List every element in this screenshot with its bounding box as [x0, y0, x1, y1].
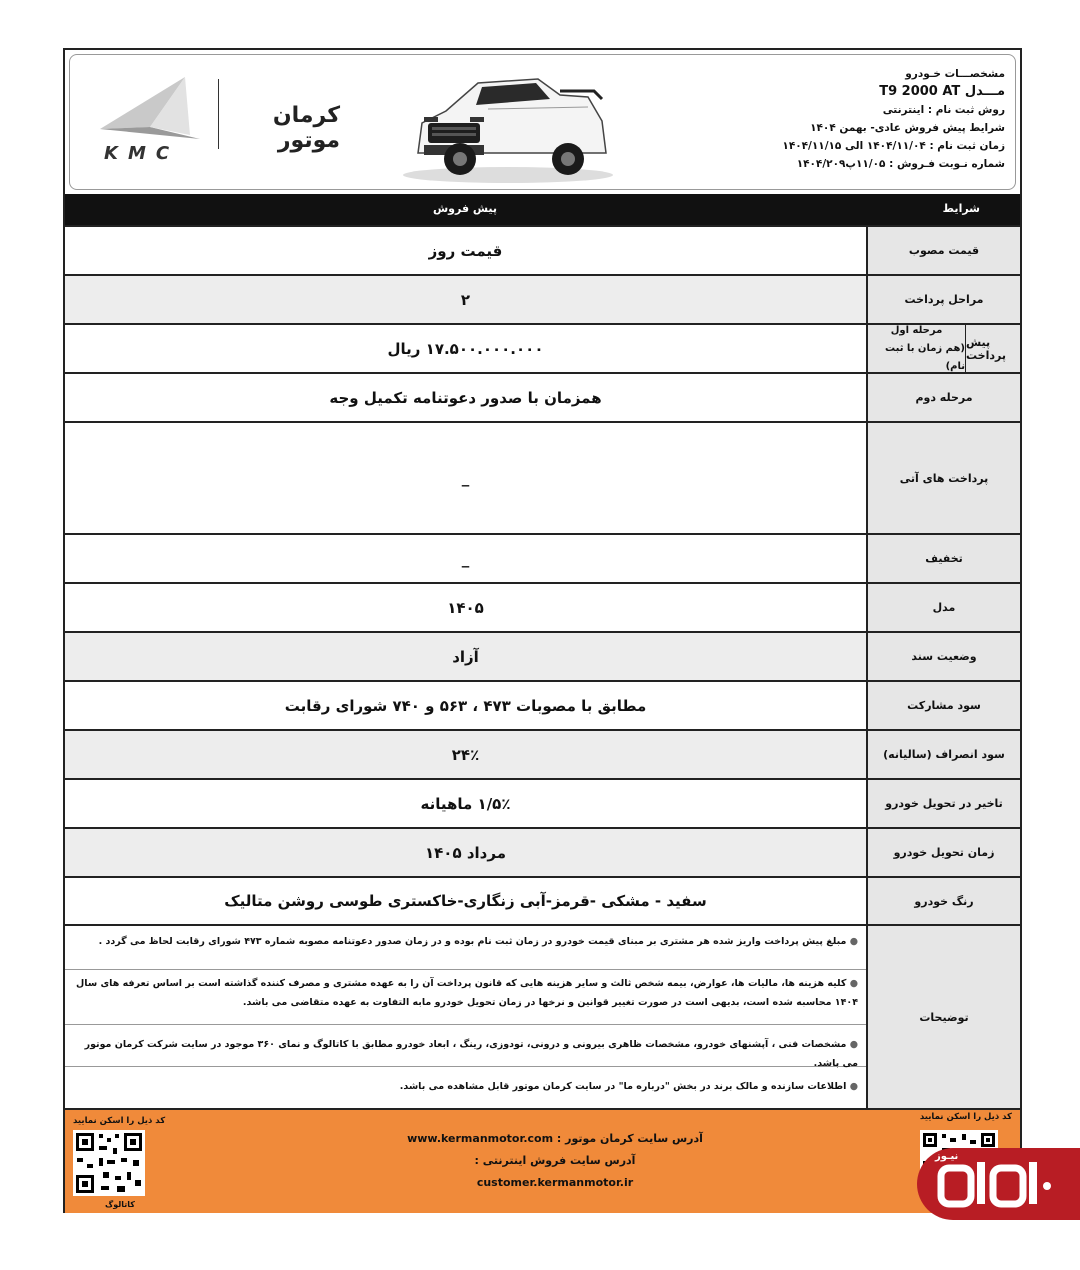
row-delivery	[65, 827, 1020, 876]
color-value: سفید - مشکی -قرمز-آبی زنگاری-خاکستری طوسی روشن متالیک	[224, 892, 707, 910]
row-model-year	[65, 582, 1020, 631]
doc-status-value: آزاد	[65, 633, 866, 680]
model-value: T9 2000 AT	[879, 84, 961, 99]
prepay-value: ۱۷.۵۰۰.۰۰۰.۰۰۰ ریال	[387, 339, 544, 358]
row-future	[65, 421, 1020, 533]
discount-value: _	[461, 549, 470, 568]
logo-divider	[218, 79, 219, 149]
reg-time: زمان ثبت نام : ۱۴۰۴/۱۱/۰۴ الی ۱۴۰۴/۱۱/۱۵	[782, 140, 1005, 152]
stages-value: ۲	[65, 276, 866, 323]
note-item: ● مشخصات فنی ، آپشنهای خودرو، مشخصات ظاهری بیرونی و درونی، تودوزی، رینگ ، ابعاد خودرو مطابق با کاتالوگ و نمای ۳۶۰ موجود در سایت شرکت کرمان موتور می باشد.	[65, 1025, 866, 1067]
conditions-value: پیش فروش	[432, 202, 498, 215]
prepay-sub-label: مرحله اول	[890, 324, 943, 336]
price-value: قیمت روز	[428, 241, 503, 260]
cancel-value: ۲۴٪	[65, 731, 866, 778]
footer-bar	[65, 1108, 1020, 1213]
shop-url-link[interactable]: customer.kermanmotor.ir	[476, 1176, 634, 1189]
shop-label: آدرس سایت فروش اینترنتی :	[474, 1154, 636, 1167]
site-url-link[interactable]: www.kermanmotor.com	[407, 1132, 554, 1145]
model-label: مـــدل	[964, 84, 1005, 99]
price-label: قیمت مصوب	[866, 227, 1020, 274]
cancel-label: سود انصراف (سالیانه)	[866, 731, 1020, 778]
row-delay	[65, 778, 1020, 827]
watermark-text: نیـوز	[935, 1151, 959, 1162]
note-text-2: کلیه هزینه ها، مالیات ها، عوارض، بیمه شخص ثالث و سایر هزینه هایی که قانون پرداخت آن را به عهده مشتری و مصرف کننده گذاشته است بر اساس تعرفه های سال ۱۴۰۴ محاسبه شده است، بدیهی است در صورت تغییر قوانین و نرخها در زمان تحویل خودرو مابه التفاوت به عهده متقاضی می باشد.	[76, 978, 858, 1008]
reg-method: روش ثبت نام : اینترنتی	[882, 104, 1005, 116]
model-year-label: مدل	[866, 584, 1020, 631]
catalog-label: کاتالوگ	[105, 1200, 135, 1209]
delivery-value: مرداد ۱۴۰۵	[65, 829, 866, 876]
note-item: ● مبلغ پیش پرداخت واریز شده هر مشتری بر مبنای قیمت خودرو در زمان ثبت نام بوده و در زمان صدور دعوتنامه مصوبه شماره ۴۷۳ شورای رقابت لحاظ می گردد .	[65, 926, 866, 970]
shop-line	[405, 1150, 705, 1194]
note-text-3: مشخصات فنی ، آپشنهای خودرو، مشخصات ظاهری بیرونی و درونی، تودوزی، رینگ ، ابعاد خودرو مطابق با کاتالوگ و نمای ۳۶۰ موجود در سایت شرکت کرمان موتور می باشد.	[84, 1039, 858, 1069]
note-item: ● کلیه هزینه ها، مالیات ها، عوارض، بیمه شخص ثالث و سایر هزینه هایی که قانون پرداخت آن را به عهده مشتری و مصرف کننده گذاشته است بر اساس تعرفه های سال ۱۴۰۴ محاسبه شده است، بدیهی است در صورت تغییر قوانین و نرخها در زمان تحویل خودرو مابه التفاوت به عهده متقاضی می باشد.	[65, 970, 866, 1025]
site-label: آدرس سایت کرمان موتور :	[556, 1132, 703, 1145]
prepay-label: پیش پرداخت	[966, 325, 1020, 372]
row-color	[65, 876, 1020, 924]
prepay-sub-note: (هم زمان با ثبت نام)	[885, 342, 965, 372]
header-box	[69, 54, 1016, 190]
scan-hint-right: کد ذیل را اسکن نمایید	[919, 1112, 1012, 1122]
note-text-4: اطلاعات سازنده و مالک برند در بخش "درباره ما" در سایت کرمان موتور قابل مشاهده می باشد.	[399, 1081, 847, 1092]
brand-en: KMC	[104, 143, 180, 164]
note-item: ● اطلاعات سازنده و مالک برند در بخش "درباره ما" در سایت کرمان موتور قابل مشاهده می باشد.	[399, 1081, 858, 1092]
partnership-label: سود مشارکت	[866, 682, 1020, 729]
row-stage2	[65, 372, 1020, 421]
color-label: رنگ خودرو	[866, 878, 1020, 924]
row-doc-status	[65, 631, 1020, 680]
kmc-logo	[90, 69, 340, 169]
model-year-value: ۱۴۰۵	[447, 598, 484, 617]
model-line	[765, 83, 1005, 101]
address-block	[405, 1128, 705, 1194]
spec-block	[765, 65, 1005, 173]
partnership-value: مطابق با مصوبات ۴۷۳ ، ۵۶۳ و ۷۴۰ شورای رقابت	[284, 696, 647, 715]
delay-label: تاخیر در تحویل خودرو	[866, 780, 1020, 827]
sale-conditions: شرایط پیش فروش عادی- بهمن ۱۴۰۴	[810, 122, 1005, 134]
stages-label: مراحل پرداخت	[866, 276, 1020, 323]
future-value: _	[461, 469, 470, 487]
doc-status-label: وضعیت سند	[866, 633, 1020, 680]
conditions-label: شرایط	[942, 202, 980, 215]
pickup-truck-image	[388, 61, 628, 187]
row-partnership	[65, 680, 1020, 729]
conditions-bar	[65, 194, 1020, 225]
brand-fa: کرمان موتور	[272, 103, 340, 153]
qr-code-catalog[interactable]	[73, 1130, 145, 1196]
row-cancel	[65, 729, 1020, 778]
delay-value: ۱/۵٪ ماهیانه	[420, 794, 511, 813]
note-text-1: مبلغ پیش پرداخت واریز شده هر مشتری بر مبنای قیمت خودرو در زمان ثبت نام بوده و در زمان صدور دعوتنامه مصوبه شماره ۴۷۳ شورای رقابت لحاظ می گردد .	[98, 936, 847, 947]
document-frame	[63, 48, 1022, 1213]
spec-title: مشخصـــات خـودرو	[905, 68, 1005, 80]
turn-number: شماره نـوبت فـروش : ۱۱/۰۵پ۱۴۰۴/۲۰۹	[796, 158, 1005, 170]
row-notes	[65, 924, 1020, 1108]
row-prepay	[65, 323, 1020, 372]
site-line	[405, 1128, 705, 1150]
stage2-value: همزمان با صدور دعوتنامه تکمیل وجه	[329, 388, 602, 407]
prepay-stage-box	[866, 325, 966, 372]
future-label: پرداخت های آتی	[866, 423, 1020, 533]
row-discount	[65, 533, 1020, 582]
row-stages	[65, 274, 1020, 323]
scan-hint-left: کد ذیل را اسکن نمایید	[73, 1116, 166, 1126]
stage2-label: مرحله دوم	[866, 374, 1020, 421]
discount-label: تخفیف	[866, 535, 1020, 582]
notes-label: توضیحات	[866, 926, 1020, 1108]
row-price	[65, 225, 1020, 274]
delivery-label: زمان تحویل خودرو	[866, 829, 1020, 876]
